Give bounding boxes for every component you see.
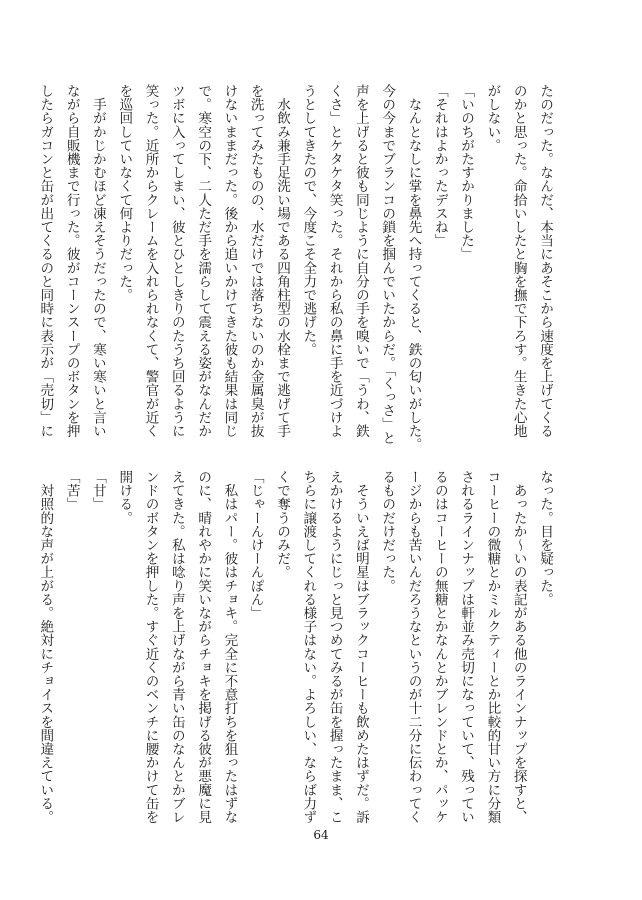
text-line: えかけるようにじっと見つめてみるが缶を握ったまま、こ (326, 470, 343, 824)
text-line: したらガコンと缶が出てくるのと同時に表示が「売切」に (37, 84, 54, 438)
text-line: 「苦」 (63, 470, 80, 511)
text-line: 「いのちがたすかりました」 (458, 84, 475, 261)
text-line: けないままだった。後から追いかけてきた彼も結果は同じ (221, 84, 238, 438)
text-line: ージからも苦いんだろうなというのが十二分に伝わってく (405, 470, 422, 824)
text-line: ちらに譲渡してくれる様子はない。よろしい、ならば力ず (300, 470, 317, 824)
text-line: 笑った。近所からクレームを入れられなくて、警官が近く (142, 84, 159, 438)
text-line: 「甘」 (89, 470, 106, 511)
text-line: 「じゃーんけーんぽん」 (247, 470, 264, 620)
text-line: 開ける。 (116, 470, 133, 525)
text-line: コーヒーの微糖とかミルクティーとか比較的甘い方に分類 (484, 470, 501, 824)
text-line: のに、晴れやかに笑いながらチョキを掲げる彼が悪魔に見 (195, 470, 212, 824)
text-line: 声を上げると彼も同じように自分の手を嗅いで「うわ、鉄 (352, 84, 369, 438)
text-line: えてきた。私は唸り声を上げながら青い缶のなんとかブレ (168, 470, 185, 824)
text-line: ンドのボタンを押した。すぐ近くのベンチに腰かけて缶を (142, 470, 159, 824)
text-line: くさ」とケタケタ笑った。それから私の鼻に手を近づけよ (326, 84, 343, 438)
text-line: がしない。 (484, 84, 501, 152)
text-line: うとしてきたので、今度こそ全力で逃げた。 (300, 84, 317, 356)
text-line: されるラインナップは軒並み売切になっていて、残ってい (458, 470, 475, 824)
text-line: 水飲み兼手足洗い場である四角柱型の水栓まで逃げて手 (274, 84, 291, 438)
text-line: 対照的な声が上がる。絶対にチョイスを間違えている。 (37, 470, 54, 824)
text-line: 「それはよかったデスね」 (431, 84, 448, 248)
text-line: 私はパー。彼はチョキ。完全に不意打ちを狙ったはずな (221, 470, 238, 824)
text-line: るものだけだった。 (379, 470, 396, 593)
upper-text-block (32, 84, 558, 452)
page-number: 64 (313, 828, 329, 842)
text-line: そういえば明星はブラックコーヒーも飲めたはずだ。訴 (352, 470, 369, 824)
lower-text-block (32, 470, 558, 824)
text-line: ながら自販機まで行った。彼がコーンスープのボタンを押 (63, 84, 80, 438)
text-line: あったか〜いの表記がある他のラインナップを探すと、 (510, 470, 527, 824)
text-line: ツボに入ってしまい、彼とひとしきりのたうち回るように (168, 84, 185, 438)
text-line: で。寒空の下、二人ただ手を濡らして震える姿がなんだか (195, 84, 212, 438)
text-line: たのだった。なんだ、本当にあそこから速度を上げてくる (537, 84, 553, 438)
text-line: を洗ってみたものの、水だけでは落ちないのか金属臭が抜 (247, 84, 264, 438)
text-line: を巡回していなくて何よりだった。 (116, 84, 133, 302)
text-line: 今の今までブランコの鎖を掴んでいたからだ。「くっさ」と (379, 84, 396, 445)
text-line: るのはコーヒーの無糖とかなんとかブレンドとか、パッケ (431, 470, 448, 824)
text-line: なんとなしに掌を鼻先へ持ってくると、鉄の匂いがした。 (405, 84, 422, 452)
text-line: のかと思った。命拾いしたと胸を撫で下ろす。生きた心地 (510, 84, 527, 438)
text-line: なった。目を疑った。 (537, 470, 553, 606)
text-line: くで奪うのみだ。 (274, 470, 291, 579)
text-line: 手がかじかむほど凍えそうだったので、寒い寒いと言い (89, 84, 106, 438)
